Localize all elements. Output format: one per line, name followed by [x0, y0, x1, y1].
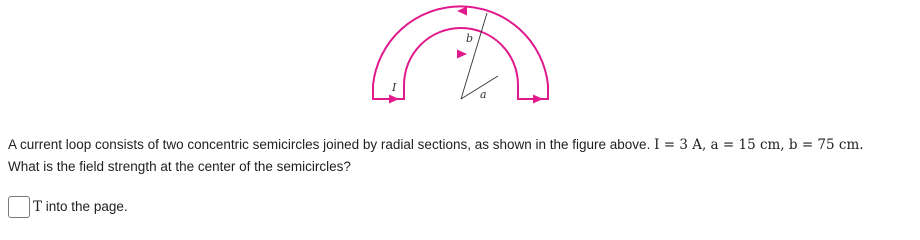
label-b: b: [466, 32, 474, 45]
radius-line-b: [461, 13, 487, 99]
answer-suffix: into the page.: [45, 199, 128, 214]
arrow-right-radial: [533, 95, 543, 104]
arrow-inner-top: [457, 50, 467, 59]
answer-unit-label: [33, 199, 128, 215]
label-a: a: [480, 88, 487, 101]
figure: [365, 3, 555, 110]
answer-row: [8, 196, 128, 218]
arrow-left-radial: [389, 95, 399, 104]
current-loop-diagram: [365, 3, 555, 110]
given-values: I = 3 A, a = 15 cm, b = 75 cm.: [654, 137, 864, 153]
label-current-I: I: [392, 81, 397, 94]
answer-unit: T: [33, 199, 43, 215]
problem-text: A current loop consists of two concentric semicircles joined by radial sections, as shown in the figure above.: [8, 137, 651, 152]
problem-statement: [8, 134, 913, 178]
answer-input[interactable]: [8, 196, 30, 218]
problem-line-1: [8, 134, 913, 156]
problem-question: What is the field strength at the center of the semicircles?: [8, 159, 351, 174]
arrow-outer-top: [457, 7, 467, 16]
